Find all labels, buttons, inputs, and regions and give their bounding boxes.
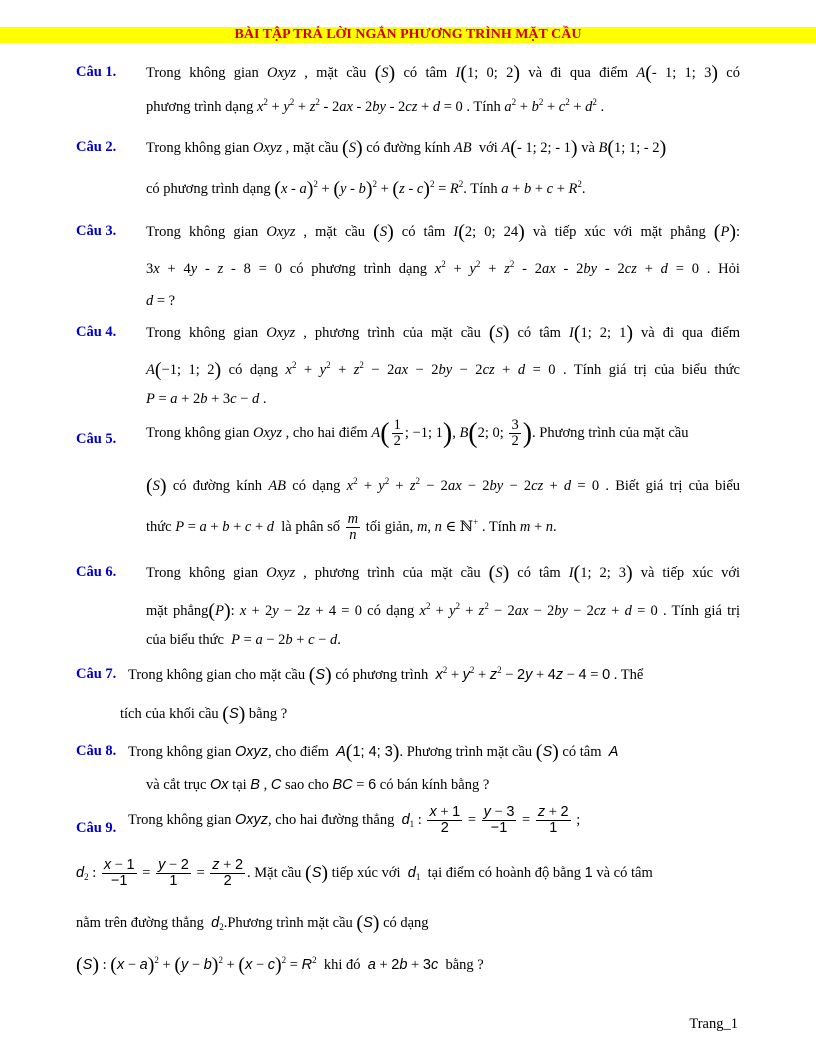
question-9-label: Câu 9. — [76, 820, 117, 836]
question-7-line-1: Trong không gian cho mặt cầu (S) có phương trình $x^2 + y^2 + z^2 - 2y + 4z - 4 = 0$ . Thể — [128, 664, 644, 686]
question-8-label: Câu 8. — [76, 743, 117, 759]
question-9-line-3: nằm trên đường thẳng $d_2.Phương$ trình mặt cầu (S) có dạng — [76, 912, 429, 934]
question-1-label: Câu 1. — [76, 64, 117, 80]
question-9-line-2: $d_2$ : $\frac{x - 1}{-1}$ = $\frac{y - 2}{1}$ = $\frac{z + 2}{2}$ . Mặt cầu (S) tiếp xúc với $d_1$ tại điểm có hoành độ bằng 1 và có tâm — [76, 857, 653, 890]
question-6-label: Câu 6. — [76, 564, 117, 580]
question-6-line-2: mặt phẳng(P): x + 2y − 2z + 4 = 0 có dạng $x^2 + y^2 + z^2 - 2ax - 2by - 2cz + d = 0$ . Tính giá trị — [146, 600, 740, 622]
question-5-line-3: thức P = a + b + c + d là phân số $\frac{m}{n}$ tối giản, m, n ∈ ℕ+ . Tính m + n. — [146, 511, 557, 544]
question-3-line-3: d = ? — [146, 293, 176, 309]
question-6-line-3: của biểu thức P = a − 2b + c − d. — [146, 632, 341, 648]
question-3-line-2: 3x + 4y - z - 8 = 0 có phương trình dạng $x^2 + y^2 + z^2 - 2ax - 2by - 2cz + d = 0$ . Hỏi — [146, 259, 740, 277]
question-8-line-2: và cắt trục Ox tại B , C sao cho BC = 6 có bán kính bằng ? — [146, 777, 490, 793]
question-4-label: Câu 4. — [76, 324, 117, 340]
question-3-line-1: Trong không gian Oxyz , mặt cầu (S) có tâm I(2; 0; 24) và tiếp xúc với mặt phẳng (P): — [146, 221, 741, 243]
question-2-line-2: có phương trình dạng $(x - a)^2 + (y - b)^2 + (z - c)^2 = R^2$. Tính $a + b + c + R^2$. — [146, 178, 586, 200]
question-1-line-2: phương trình dạng $x^2 + y^2 + z^2 - 2ax - 2by - 2cz + d = 0$ . Tính $a^2 + b^2 + c^2 + d^2$ . — [146, 97, 605, 115]
page-number: Trang_1 — [689, 1016, 738, 1032]
question-2-label: Câu 2. — [76, 139, 117, 155]
question-6-line-1: Trong không gian Oxyz , phương trình của mặt cầu (S) có tâm I(1; 2; 3) và tiếp xúc với — [146, 562, 741, 584]
question-4-line-1: Trong không gian Oxyz , phương trình của mặt cầu (S) có tâm I(1; 2; 1) và đi qua điểm — [146, 322, 740, 344]
page-title: BÀI TẬP TRẢ LỜI NGẮN PHƯƠNG TRÌNH MẶT CẦU — [0, 27, 816, 43]
question-1-line-1: Trong không gian Oxyz , mặt cầu (S) có tâm I(1; 0; 2) và đi qua điểm A(- 1; 1; 3) có — [146, 62, 740, 84]
question-8-line-1: Trong không gian Oxyz, cho điểm A(1; 4; 3). Phương trình mặt cầu (S) có tâm A — [128, 741, 619, 763]
question-3-label: Câu 3. — [76, 223, 117, 239]
question-5-line-2: (S) có đường kính AB có dạng $x^2 + y^2 + z^2 - 2ax - 2by - 2cz + d = 0$ . Biết giá trị của biểu — [146, 475, 741, 497]
question-9-line-1: Trong không gian Oxyz, cho hai đường thẳng $d_1$ : $\frac{x + 1}{2}$ = $\frac{y - 3}{-1}$ = $\frac{z + 2}{1}$ ; — [128, 804, 581, 837]
question-9-line-4: (S) : $(x - a)^2 + (y - b)^2 + (x - c)^2 = R^2$ khi đó a + 2b + 3c bằng ? — [76, 954, 484, 976]
question-5-line-1: Trong không gian Oxyz , cho hai điểm A( $\frac{1}{2}$ ; −1; 1), B(2; 0; $\frac{3}{2}$ ). Phương trình của mặt cầu — [146, 417, 689, 450]
question-5-label: Câu 5. — [76, 431, 117, 447]
question-4-line-2: A(−1; 1; 2) có dạng $x^2 + y^2 + z^2 - 2ax - 2by - 2cz + d = 0$ . Tính giá trị của biểu thức — [146, 359, 740, 381]
question-4-line-3: P = a + 2b + 3c − d . — [146, 391, 267, 407]
question-2-line-1: Trong không gian Oxyz , mặt cầu (S) có đường kính AB với A(- 1; 2; - 1) và B(1; 1; - 2) — [146, 137, 667, 159]
question-7-label: Câu 7. — [76, 666, 117, 682]
question-7-line-2: tích của khối cầu (S) bằng ? — [120, 703, 288, 725]
